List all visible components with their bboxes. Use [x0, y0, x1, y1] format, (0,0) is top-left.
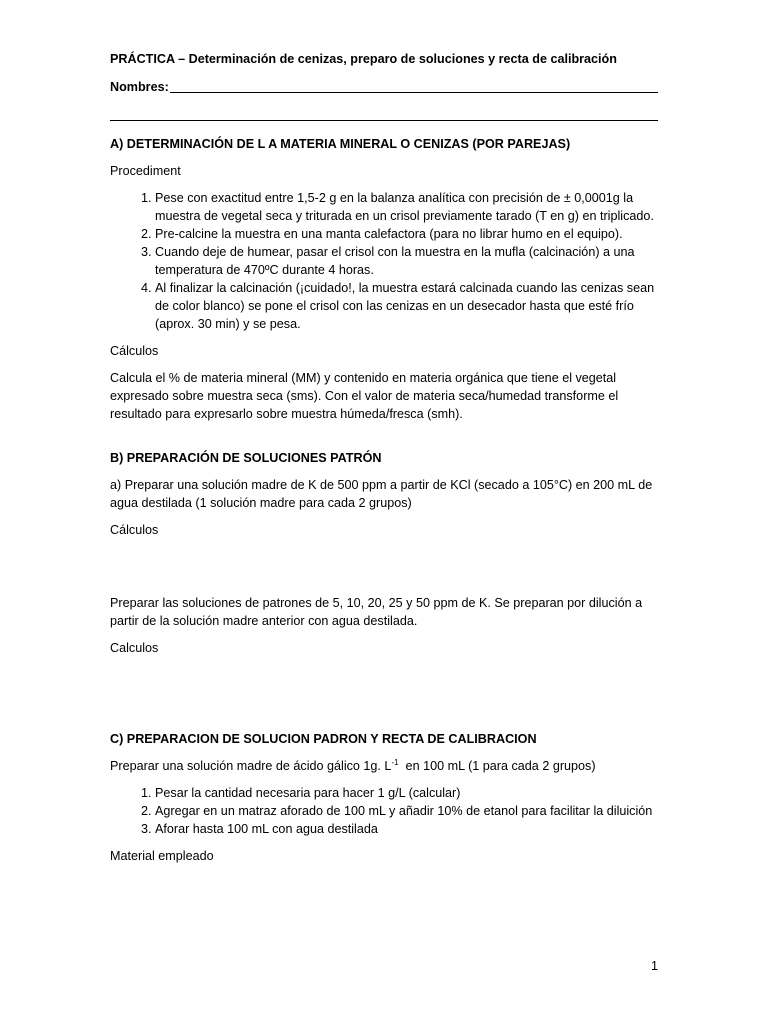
procedure-steps-list: [110, 189, 658, 333]
gallic-steps-list: [110, 784, 658, 838]
names-blank-line-2: [110, 106, 658, 121]
stock-solution-text: a) Preparar una solución madre de K de 500 ppm a partir de KCl (secado a 105°C) en 200 mL de agua destilada (1 solución madre para cada 2 grupos): [110, 478, 653, 510]
answer-space: [110, 666, 658, 730]
exponent: -1: [391, 757, 399, 767]
material-label: Material empleado: [110, 849, 214, 863]
list-item: 3. Aforar hasta 100 mL con agua destilada: [155, 820, 658, 838]
intro-text: Preparar una solución madre de ácido gálico 1g. L: [110, 759, 392, 773]
answer-space: [110, 548, 658, 594]
section-a-heading: A) DETERMINACIÓN DE L A MATERIA MINERAL O CENIZAS (POR PAREJAS): [110, 137, 571, 151]
calc-label-b2: Calculos: [110, 641, 159, 655]
calc-label-a: Cálculos: [110, 344, 159, 358]
list-item: 2. Agregar en un matraz aforado de 100 mL y añadir 10% de etanol para facilitar la diluición: [155, 802, 658, 820]
document-title: PRÁCTICA – Determinación de cenizas, preparo de soluciones y recta de calibración: [110, 52, 617, 66]
list-item: 1. Pesar la cantidad necesaria para hacer 1 g/L (calcular): [155, 784, 658, 802]
names-label: Nombres:: [110, 80, 169, 94]
list-item: 1. Pese con exactitud entre 1,5-2 g en la balanza analítica con precisión de ± 0,0001g la muestra de vegetal seca y triturada en un crisol previamente tarado (T en g) en triplicado.: [155, 189, 658, 225]
names-field-row: [110, 78, 658, 96]
names-blank-line: [170, 92, 658, 93]
list-item: 2. Pre-calcine la muestra en una manta calefactora (para no librar humo en el equipo).: [155, 225, 658, 243]
section-c-heading: C) PREPARACION DE SOLUCION PADRON Y RECTA DE CALIBRACION: [110, 732, 537, 746]
dilution-text: Preparar las soluciones de patrones de 5, 10, 20, 25 y 50 ppm de K. Se preparan por dilución a partir de la solución madre anterior con agua destilada.: [110, 596, 643, 628]
document-page: [110, 50, 658, 874]
list-item: 3. Cuando deje de humear, pasar el crisol con la muestra en la mufla (calcinación) a una temperatura de 470ºC durante 4 horas.: [155, 243, 658, 279]
page-number: 1: [650, 959, 658, 973]
calc-text-a: Calcula el % de materia mineral (MM) y contenido en materia orgánica que tiene el vegetal expresado sobre muestra seca (sms). Con el valor de materia seca/humedad transforme el resultado para expresarlo sobre muestra húmeda/fresca (smh).: [110, 371, 619, 421]
calc-label-b1: Cálculos: [110, 523, 159, 537]
intro-text-end: en 100 mL (1 para cada 2 grupos): [398, 759, 596, 773]
procedure-label: Procediment: [110, 164, 181, 178]
section-b-heading: B) PREPARACIÓN DE SOLUCIONES PATRÓN: [110, 451, 382, 465]
gallic-acid-intro: [110, 757, 658, 775]
spacer: [110, 432, 658, 449]
list-item: 4. Al finalizar la calcinación (¡cuidado!, la muestra estará calcinada cuando las cenizas sean de color blanco) se pone el crisol con las cenizas en un desecador hasta que esté frío (aprox. 30 min) y se pesa.: [155, 279, 658, 333]
